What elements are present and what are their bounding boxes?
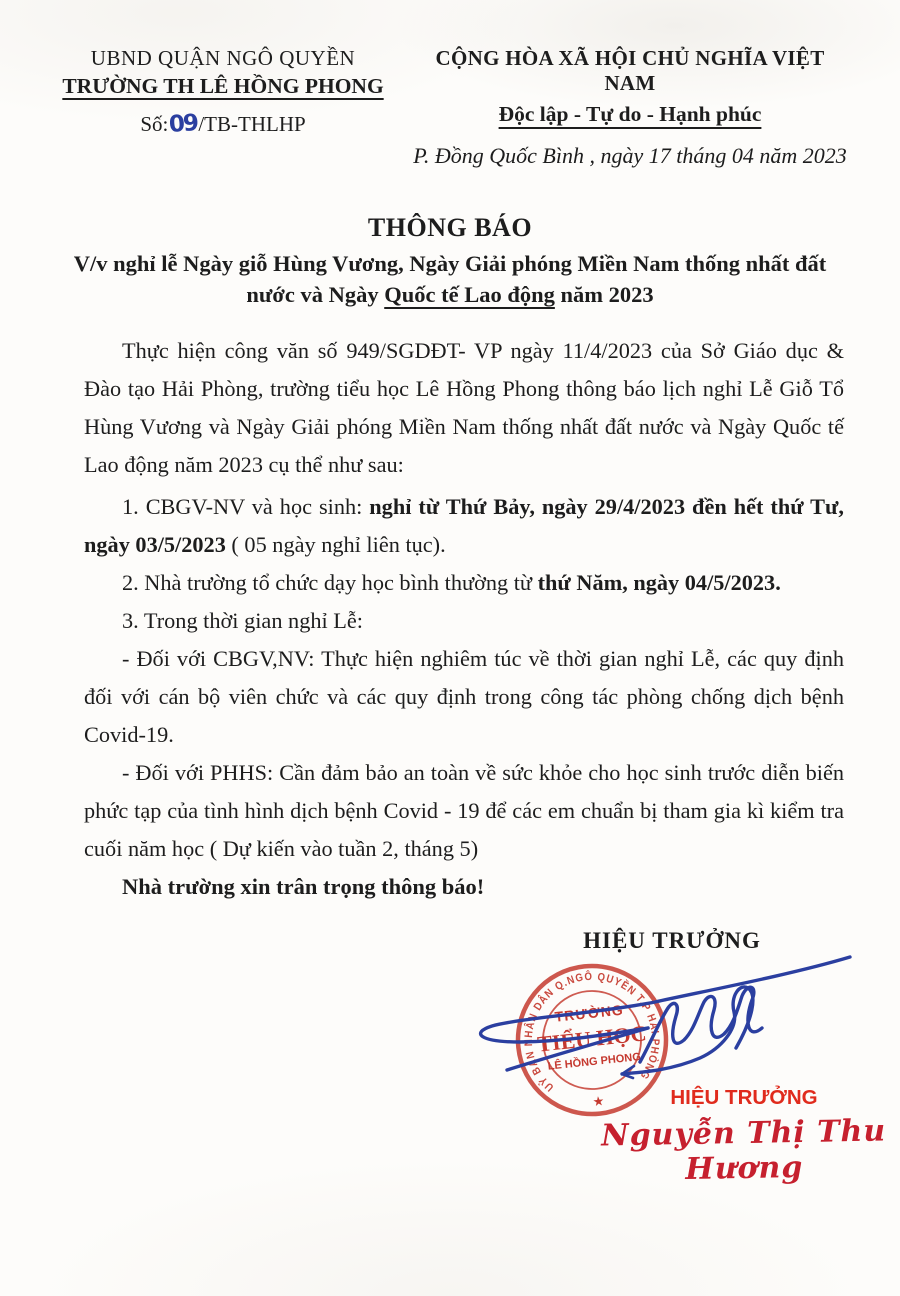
document-number [48, 111, 398, 137]
stamp-center-line2: TIỂU HỌC [536, 1020, 648, 1057]
stamp-center-line3: LÊ HỒNG PHONG [547, 1051, 642, 1073]
signer-title-red: HIỆU TRƯỞNG [670, 1086, 818, 1109]
signature-flourish-stroke [481, 957, 850, 1042]
national-motto-block [410, 46, 850, 169]
item1-bold-dates: nghỉ từ Thứ Bảy, ngày 29/4/2023 đền hết thứ Tư, ngày 03/5/2023 [84, 494, 844, 557]
signature-tail-stroke [507, 1028, 648, 1070]
handwritten-doc-number: 09 [168, 110, 199, 138]
item2-bold-date: thứ Năm, ngày 04/5/2023. [537, 570, 781, 595]
national-title: CỘNG HÒA XÃ HỘI CHỦ NGHĨA VIỆT NAM [435, 46, 825, 95]
list-item-3: 3. Trong thời gian nghỉ Lễ: [122, 608, 363, 633]
doc-number-suffix: /TB-THLHP [198, 112, 306, 136]
paragraph-intro: Thực hiện công văn số 949/SGDĐT- VP ngày 11/4/2023 của Sở Giáo dục & Đào tạo Hải Phòng, trường tiểu học Lê Hồng Phong thông báo lịch nghỉ Lễ Giỗ Tổ Hùng Vương và Ngày Giải phóng Miền Nam thống nhất đất nước và Ngày Quốc tế Lao động năm 2023 cụ thể như sau: [84, 338, 844, 477]
document-title: THÔNG BÁO [367, 213, 533, 242]
signer-name: Nguyễn Thị Thu Hương [600, 1113, 887, 1188]
document-subtitle [0, 248, 900, 310]
issuing-school-block [48, 46, 398, 169]
doc-number-prefix: Số: [140, 112, 169, 136]
subtitle-line2: nước và Ngày Quốc tế Lao động năm 2023 [246, 282, 654, 307]
dash-item-cbgv: - Đối với CBGV,NV: Thực hiện nghiêm túc về thời gian nghỉ Lễ, các quy định đối với cán bộ viên chức và các quy định trong công tác phòng chống dịch bệnh Covid-19. [84, 646, 844, 747]
document-body [84, 332, 844, 906]
agency-name: UBND QUẬN NGÔ QUYỀN [90, 46, 356, 70]
stamp-center-line1: TRƯỜNG [553, 1001, 625, 1025]
school-name: TRƯỜNG TH LÊ HỒNG PHONG [62, 74, 384, 98]
place-date-line: P. Đồng Quốc Bình , ngày 17 tháng 04 năm 2023 [413, 143, 847, 168]
signature-letters-stroke [640, 987, 762, 1062]
national-motto: Độc lập - Tự do - Hạnh phúc [498, 102, 762, 126]
closing-line: Nhà trường xin trân trọng thông báo! [122, 874, 485, 899]
stamp-star-icon: ★ [591, 1093, 606, 1110]
document-header [0, 0, 900, 169]
stamp-ring-text: UỶ BAN NHÂN DÂN Q.NGÔ QUYỀN T.P HẢI PHÒNG [522, 970, 662, 1094]
list-item-1: 1. CBGV-NV và học sinh: nghỉ từ Thứ Bảy, ngày 29/4/2023 đền hết thứ Tư, ngày 03/5/2023 ( 05 ngày nghỉ liên tục). [84, 494, 844, 557]
underlined-phrase: Quốc tế Lao động [384, 282, 555, 307]
subtitle-line1: V/v nghỉ lễ Ngày giỗ Hùng Vương, Ngày Giải phóng Miền Nam thống nhất đất [73, 251, 827, 276]
signer-title-black: HIỆU TRƯỞNG [583, 928, 761, 953]
dash-item-phhs: - Đối với PHHS: Cần đảm bảo an toàn về sức khỏe cho học sinh trước diễn biến phức tạp của tình hình dịch bệnh Covid - 19 để các em chuẩn bị tham gia kì kiểm tra cuối năm học ( Dự kiến vào tuần 2, tháng 5) [84, 760, 844, 861]
handwritten-signature [440, 945, 860, 1095]
list-item-2: 2. Nhà trường tổ chức dạy học bình thường từ thứ Năm, ngày 04/5/2023. [122, 570, 781, 595]
